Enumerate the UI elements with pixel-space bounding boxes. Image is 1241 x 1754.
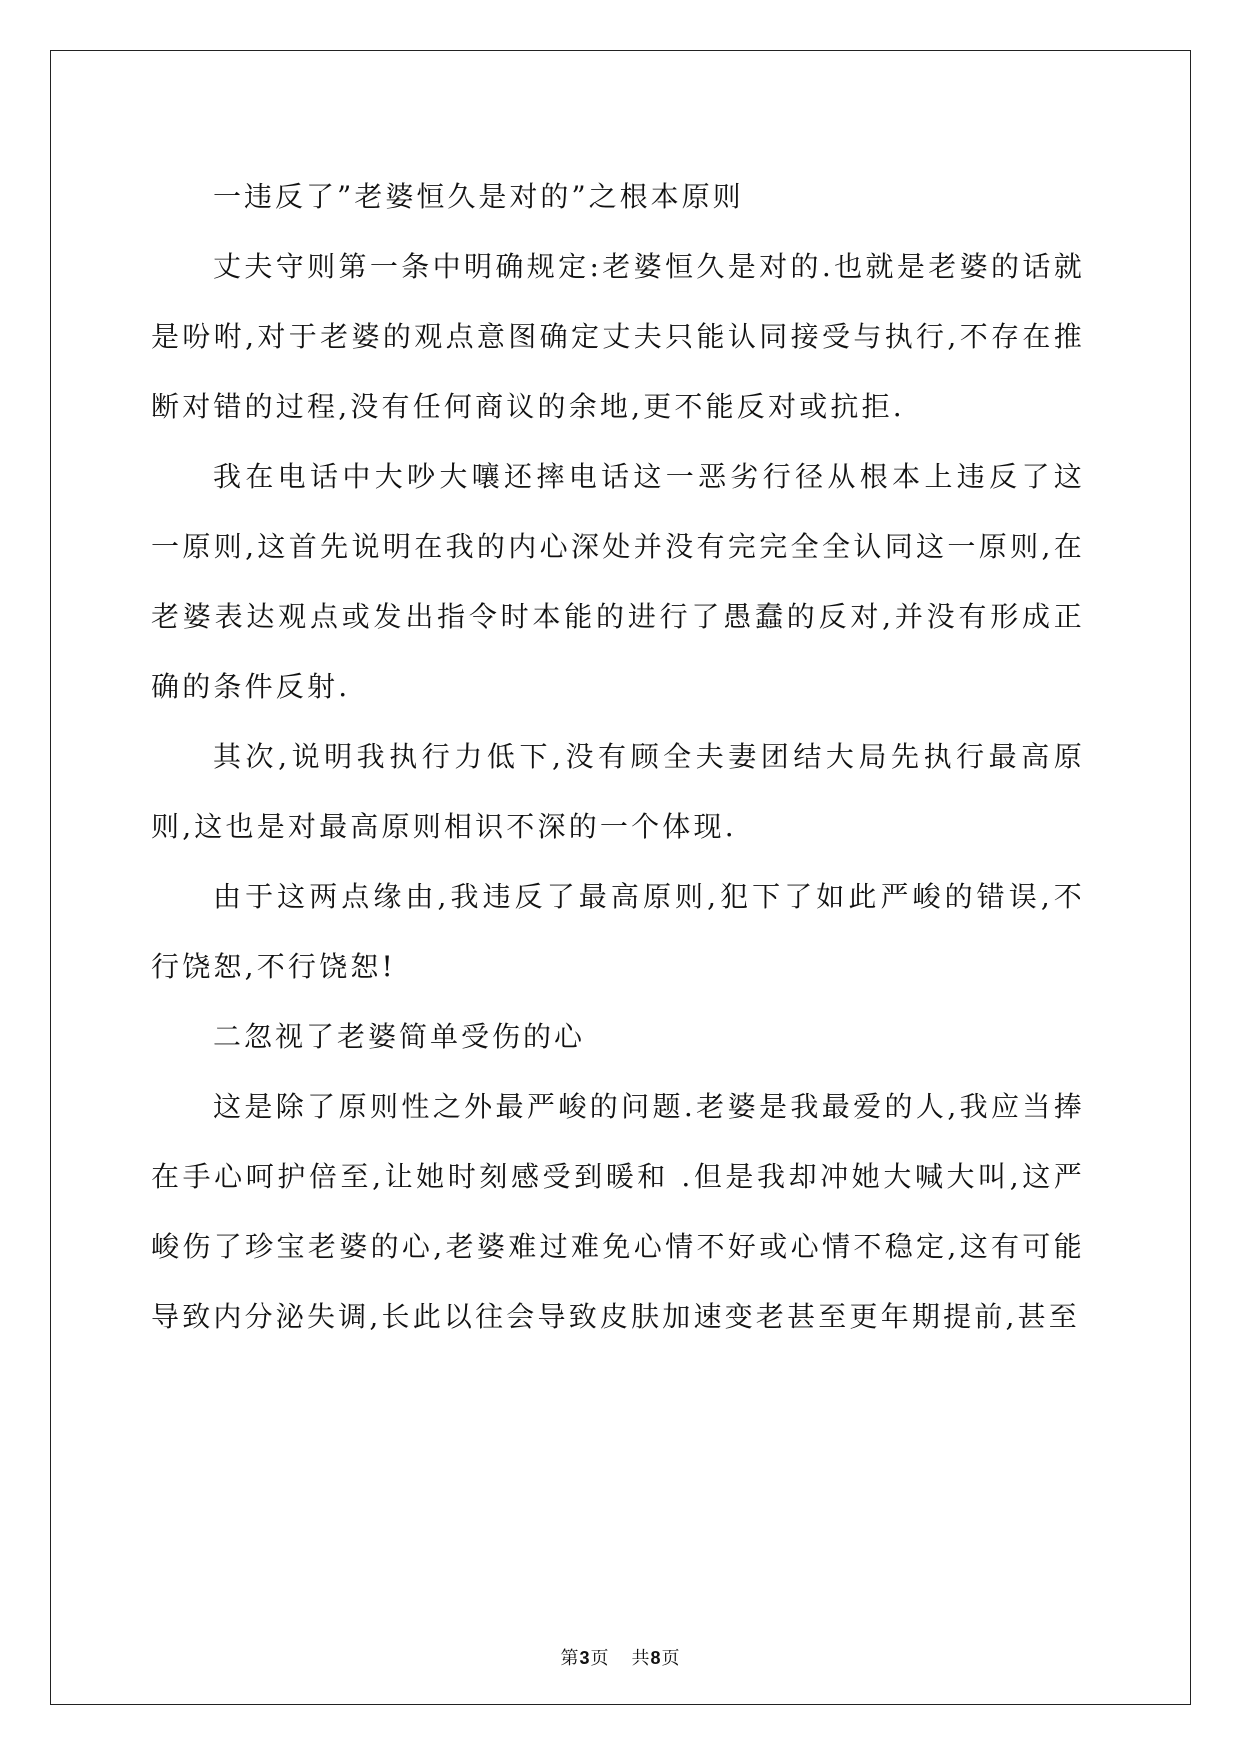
- page-total-number: 8: [650, 1648, 662, 1668]
- paragraph: 我在电话中大吵大嚷还摔电话这一恶劣行径从根本上违反了这一原则,这首先说明在我的内心深处并没有完完全全认同这一原则,在老婆表达观点或发出指令时本能的进行了愚蠢的反对,并没有形成正确的条件反射.: [151, 460, 1085, 703]
- paragraph: 丈夫守则第一条中明确规定:老婆恒久是对的.也就是老婆的话就是吩咐,对于老婆的观点意图确定丈夫只能认同接受与执行,不存在推断对错的过程,没有任何商议的余地,更不能反对或抗拒.: [151, 250, 1085, 423]
- document-body: [151, 162, 1085, 1352]
- total-suffix: 页: [661, 1648, 681, 1669]
- page-suffix: 页: [590, 1648, 610, 1669]
- total-prefix: 共: [631, 1648, 651, 1669]
- paragraph: 其次,说明我执行力低下,没有顾全夫妻团结大局先执行最高原则,这也是对最高原则相识不深的一个体现.: [151, 740, 1085, 843]
- page-current-number: 3: [579, 1648, 591, 1668]
- paragraph: 这是除了原则性之外最严峻的问题.老婆是我最爱的人,我应当捧在手心呵护倍至,让她时刻感受到暖和 .但是我却冲她大喊大叫,这严峻伤了珍宝老婆的心,老婆难过难免心情不好或心情不稳定,这有可能导致内分泌失调,长此以往会导致皮肤加速变老甚至更年期提前,甚至: [151, 1090, 1085, 1333]
- page-prefix: 第: [560, 1648, 580, 1669]
- page-footer: [0, 1644, 1241, 1670]
- section-heading-1: 一违反了”老婆恒久是对的”之根本原则: [213, 180, 744, 213]
- section-heading-2: 二忽视了老婆简单受伤的心: [213, 1020, 586, 1053]
- paragraph: 由于这两点缘由,我违反了最高原则,犯下了如此严峻的错误,不行饶恕,不行饶恕!: [151, 880, 1085, 983]
